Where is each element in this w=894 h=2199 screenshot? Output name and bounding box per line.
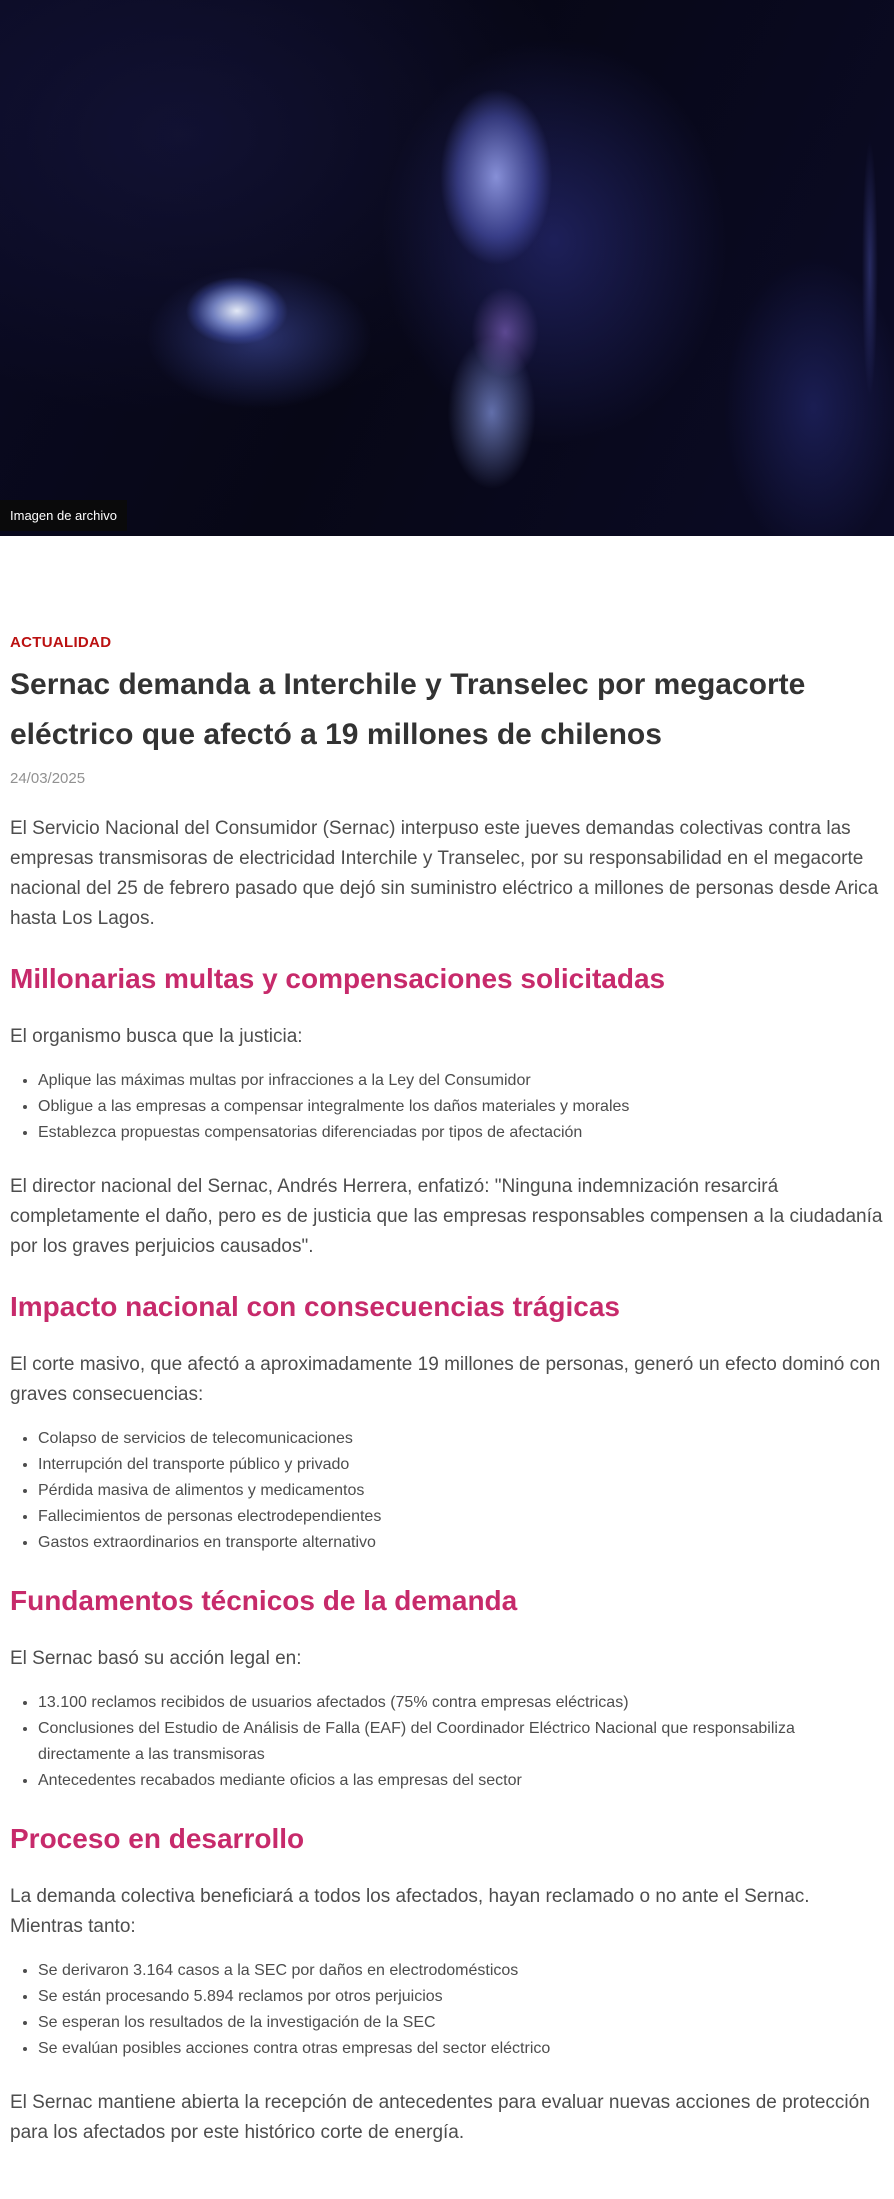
bullet-list [10,1690,884,1794]
list-item: • Interrupción del transporte público y privado [38,1452,884,1478]
list-item: • Se esperan los resultados de la investigación de la SEC [38,2010,884,2036]
list-item: • Gastos extraordinarios en transporte alternativo [38,1530,884,1556]
list-item: • Fallecimientos de personas electrodependientes [38,1504,884,1530]
section-paragraph: El corte masivo, que afectó a aproximadamente 19 millones de personas, generó un efecto dominó con graves consecuencias: [10,1354,881,1405]
bullet-list [10,1068,884,1146]
section-paragraph: La demanda colectiva beneficiará a todos los afectados, hayan reclamado o no ante el Sernac. Mientras tanto: [10,1886,810,1937]
section-proceso [10,1822,884,2148]
list-item: • Colapso de servicios de telecomunicaciones [38,1426,884,1452]
article-content [0,634,894,2148]
section-fundamentos [10,1584,884,1794]
article-intro-paragraph: El Servicio Nacional del Consumidor (Sernac) interpuso este jueves demandas colectivas contra las empresas transmisoras de electricidad Interchile y Transelec, por su responsabilidad en el megacorte nacional del 25 de febrero pasado que dejó sin suministro eléctrico a millones de personas desde Arica hasta Los Lagos. [10,818,879,929]
article-date: 24/03/2025 [10,770,86,787]
list-item: • Se están procesando 5.894 reclamos por otros perjuicios [38,1984,884,2010]
list-item: • 13.100 reclamos recibidos de usuarios afectados (75% contra empresas eléctricas) [38,1690,884,1716]
bullet-list [10,1958,884,2062]
image-caption: Imagen de archivo [0,500,127,531]
list-item: • Se derivaron 3.164 casos a la SEC por daños en electrodomésticos [38,1958,884,1984]
list-item: • Aplique las máximas multas por infracciones a la Ley del Consumidor [38,1068,884,1094]
section-paragraph: El director nacional del Sernac, Andrés Herrera, enfatizó: "Ninguna indemnización resarcirá completamente el daño, pero es de justicia que las empresas responsables compensen a la ciudadanía por los graves perjuicios causados". [10,1176,883,1257]
bullet-list [10,1426,884,1556]
article-title: Sernac demanda a Interchile y Transelec por megacorte eléctrico que afectó a 19 millones de chilenos [10,668,806,751]
section-heading: Fundamentos técnicos de la demanda [10,1585,518,1616]
section-heading: Impacto nacional con consecuencias trágicas [10,1291,620,1322]
list-item: • Obligue a las empresas a compensar integralmente los daños materiales y morales [38,1094,884,1120]
section-heading: Millonarias multas y compensaciones solicitadas [10,963,666,994]
section-paragraph: El Sernac mantiene abierta la recepción de antecedentes para evaluar nuevas acciones de protección para los afectados por este histórico corte de energía. [10,2092,870,2143]
section-heading: Proceso en desarrollo [10,1823,305,1854]
section-multas [10,962,884,1262]
list-item: • Antecedentes recabados mediante oficios a las empresas del sector [38,1768,884,1794]
article-hero-image [0,0,894,536]
list-item: • Establezca propuestas compensatorias diferenciadas por tipos de afectación [38,1120,884,1146]
section-paragraph: El Sernac basó su acción legal en: [10,1648,302,1669]
section-paragraph: El organismo busca que la justicia: [10,1026,303,1047]
list-item: • Conclusiones del Estudio de Análisis de Falla (EAF) del Coordinador Eléctrico Nacional que responsabiliza directamente a las transmisoras [38,1716,884,1768]
category-label: ACTUALIDAD [10,634,112,651]
list-item: • Se evalúan posibles acciones contra otras empresas del sector eléctrico [38,2036,884,2062]
section-impacto [10,1290,884,1556]
list-item: • Pérdida masiva de alimentos y medicamentos [38,1478,884,1504]
